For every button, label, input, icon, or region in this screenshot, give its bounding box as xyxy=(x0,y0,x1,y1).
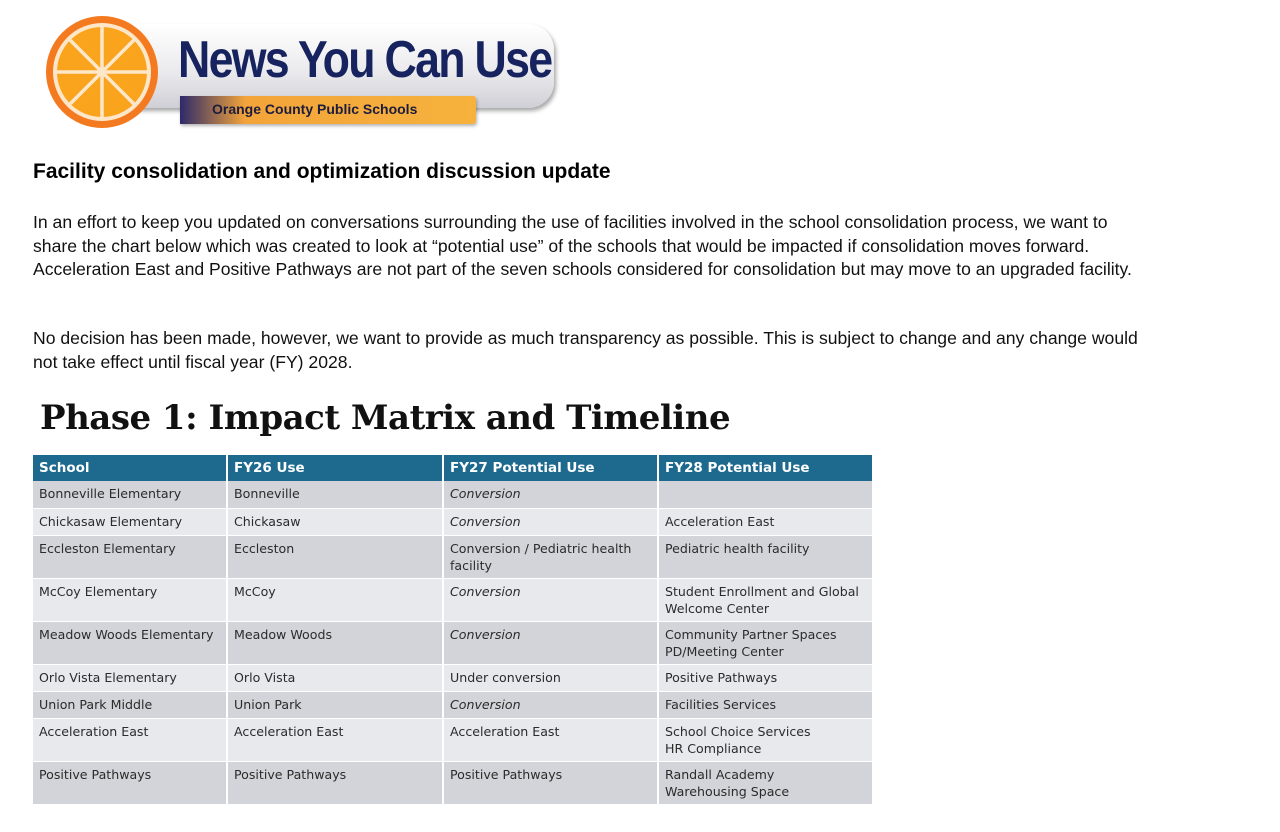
matrix-title: Phase 1: Impact Matrix and Timeline xyxy=(40,398,731,438)
table-row xyxy=(33,508,873,535)
cell-fy26: McCoy xyxy=(227,578,443,621)
cell-fy28: Community Partner Spaces PD/Meeting Center xyxy=(658,621,873,664)
cell-fy27: Positive Pathways xyxy=(443,761,658,804)
cell-school: Meadow Woods Elementary xyxy=(33,621,227,664)
cell-school: Eccleston Elementary xyxy=(33,535,227,578)
orange-slice-icon xyxy=(44,14,160,130)
logo-subtitle-bar xyxy=(180,96,476,124)
news-you-can-use-logo xyxy=(44,14,552,130)
cell-fy27: Conversion / Pediatric health facility xyxy=(443,535,658,578)
cell-fy28: Student Enrollment and Global Welcome Center xyxy=(658,578,873,621)
cell-fy27: Conversion xyxy=(443,508,658,535)
cell-fy28 xyxy=(658,481,873,508)
cell-fy26: Bonneville xyxy=(227,481,443,508)
table-row xyxy=(33,761,873,804)
logo-title: News You Can Use xyxy=(178,31,552,89)
cell-fy27: Conversion xyxy=(443,691,658,718)
cell-fy26: Positive Pathways xyxy=(227,761,443,804)
cell-fy26: Orlo Vista xyxy=(227,664,443,691)
header-fy26-use: FY26 Use xyxy=(227,455,443,481)
table-row xyxy=(33,578,873,621)
cell-fy27: Conversion xyxy=(443,481,658,508)
cell-fy26: Chickasaw xyxy=(227,508,443,535)
cell-school: Positive Pathways xyxy=(33,761,227,804)
cell-school: Orlo Vista Elementary xyxy=(33,664,227,691)
table-row xyxy=(33,691,873,718)
cell-school: Chickasaw Elementary xyxy=(33,508,227,535)
header-fy27-potential-use: FY27 Potential Use xyxy=(443,455,658,481)
header-school: School xyxy=(33,455,227,481)
cell-fy28: Randall Academy Warehousing Space xyxy=(658,761,873,804)
cell-fy27: Under conversion xyxy=(443,664,658,691)
cell-school: Union Park Middle xyxy=(33,691,227,718)
table-row xyxy=(33,664,873,691)
article-paragraph-1: In an effort to keep you updated on conversations surrounding the use of facilities involved in the school consolidation process, we want to share the chart below which was created to look at “potential use” of the schools that would be impacted if consolidation moves forward. Acceleration East and Positive Pathways are not part of the seven schools considered for consolidation but may move to an upgraded facility. xyxy=(33,212,1132,279)
impact-matrix-table xyxy=(33,455,874,805)
cell-fy28: Pediatric health facility xyxy=(658,535,873,578)
cell-fy27: Acceleration East xyxy=(443,718,658,761)
cell-fy26: Meadow Woods xyxy=(227,621,443,664)
cell-fy27: Conversion xyxy=(443,621,658,664)
header-fy28-potential-use: FY28 Potential Use xyxy=(658,455,873,481)
cell-fy28: Positive Pathways xyxy=(658,664,873,691)
cell-fy27: Conversion xyxy=(443,578,658,621)
cell-school: McCoy Elementary xyxy=(33,578,227,621)
table-row xyxy=(33,621,873,664)
cell-fy26: Acceleration East xyxy=(227,718,443,761)
logo-subtitle: Orange County Public Schools xyxy=(212,101,418,117)
cell-school: Acceleration East xyxy=(33,718,227,761)
table-row xyxy=(33,481,873,508)
cell-fy28: Facilities Services xyxy=(658,691,873,718)
table-row xyxy=(33,718,873,761)
cell-fy28: School Choice Services HR Compliance xyxy=(658,718,873,761)
table-row xyxy=(33,535,873,578)
cell-fy28: Acceleration East xyxy=(658,508,873,535)
article-headline: Facility consolidation and optimization discussion update xyxy=(33,160,611,183)
cell-school: Bonneville Elementary xyxy=(33,481,227,508)
cell-fy26: Eccleston xyxy=(227,535,443,578)
article-paragraph-2: No decision has been made, however, we want to provide as much transparency as possible. This is subject to change and any change would not take effect until fiscal year (FY) 2028. xyxy=(33,328,1138,372)
cell-fy26: Union Park xyxy=(227,691,443,718)
table-header-row xyxy=(33,455,873,481)
